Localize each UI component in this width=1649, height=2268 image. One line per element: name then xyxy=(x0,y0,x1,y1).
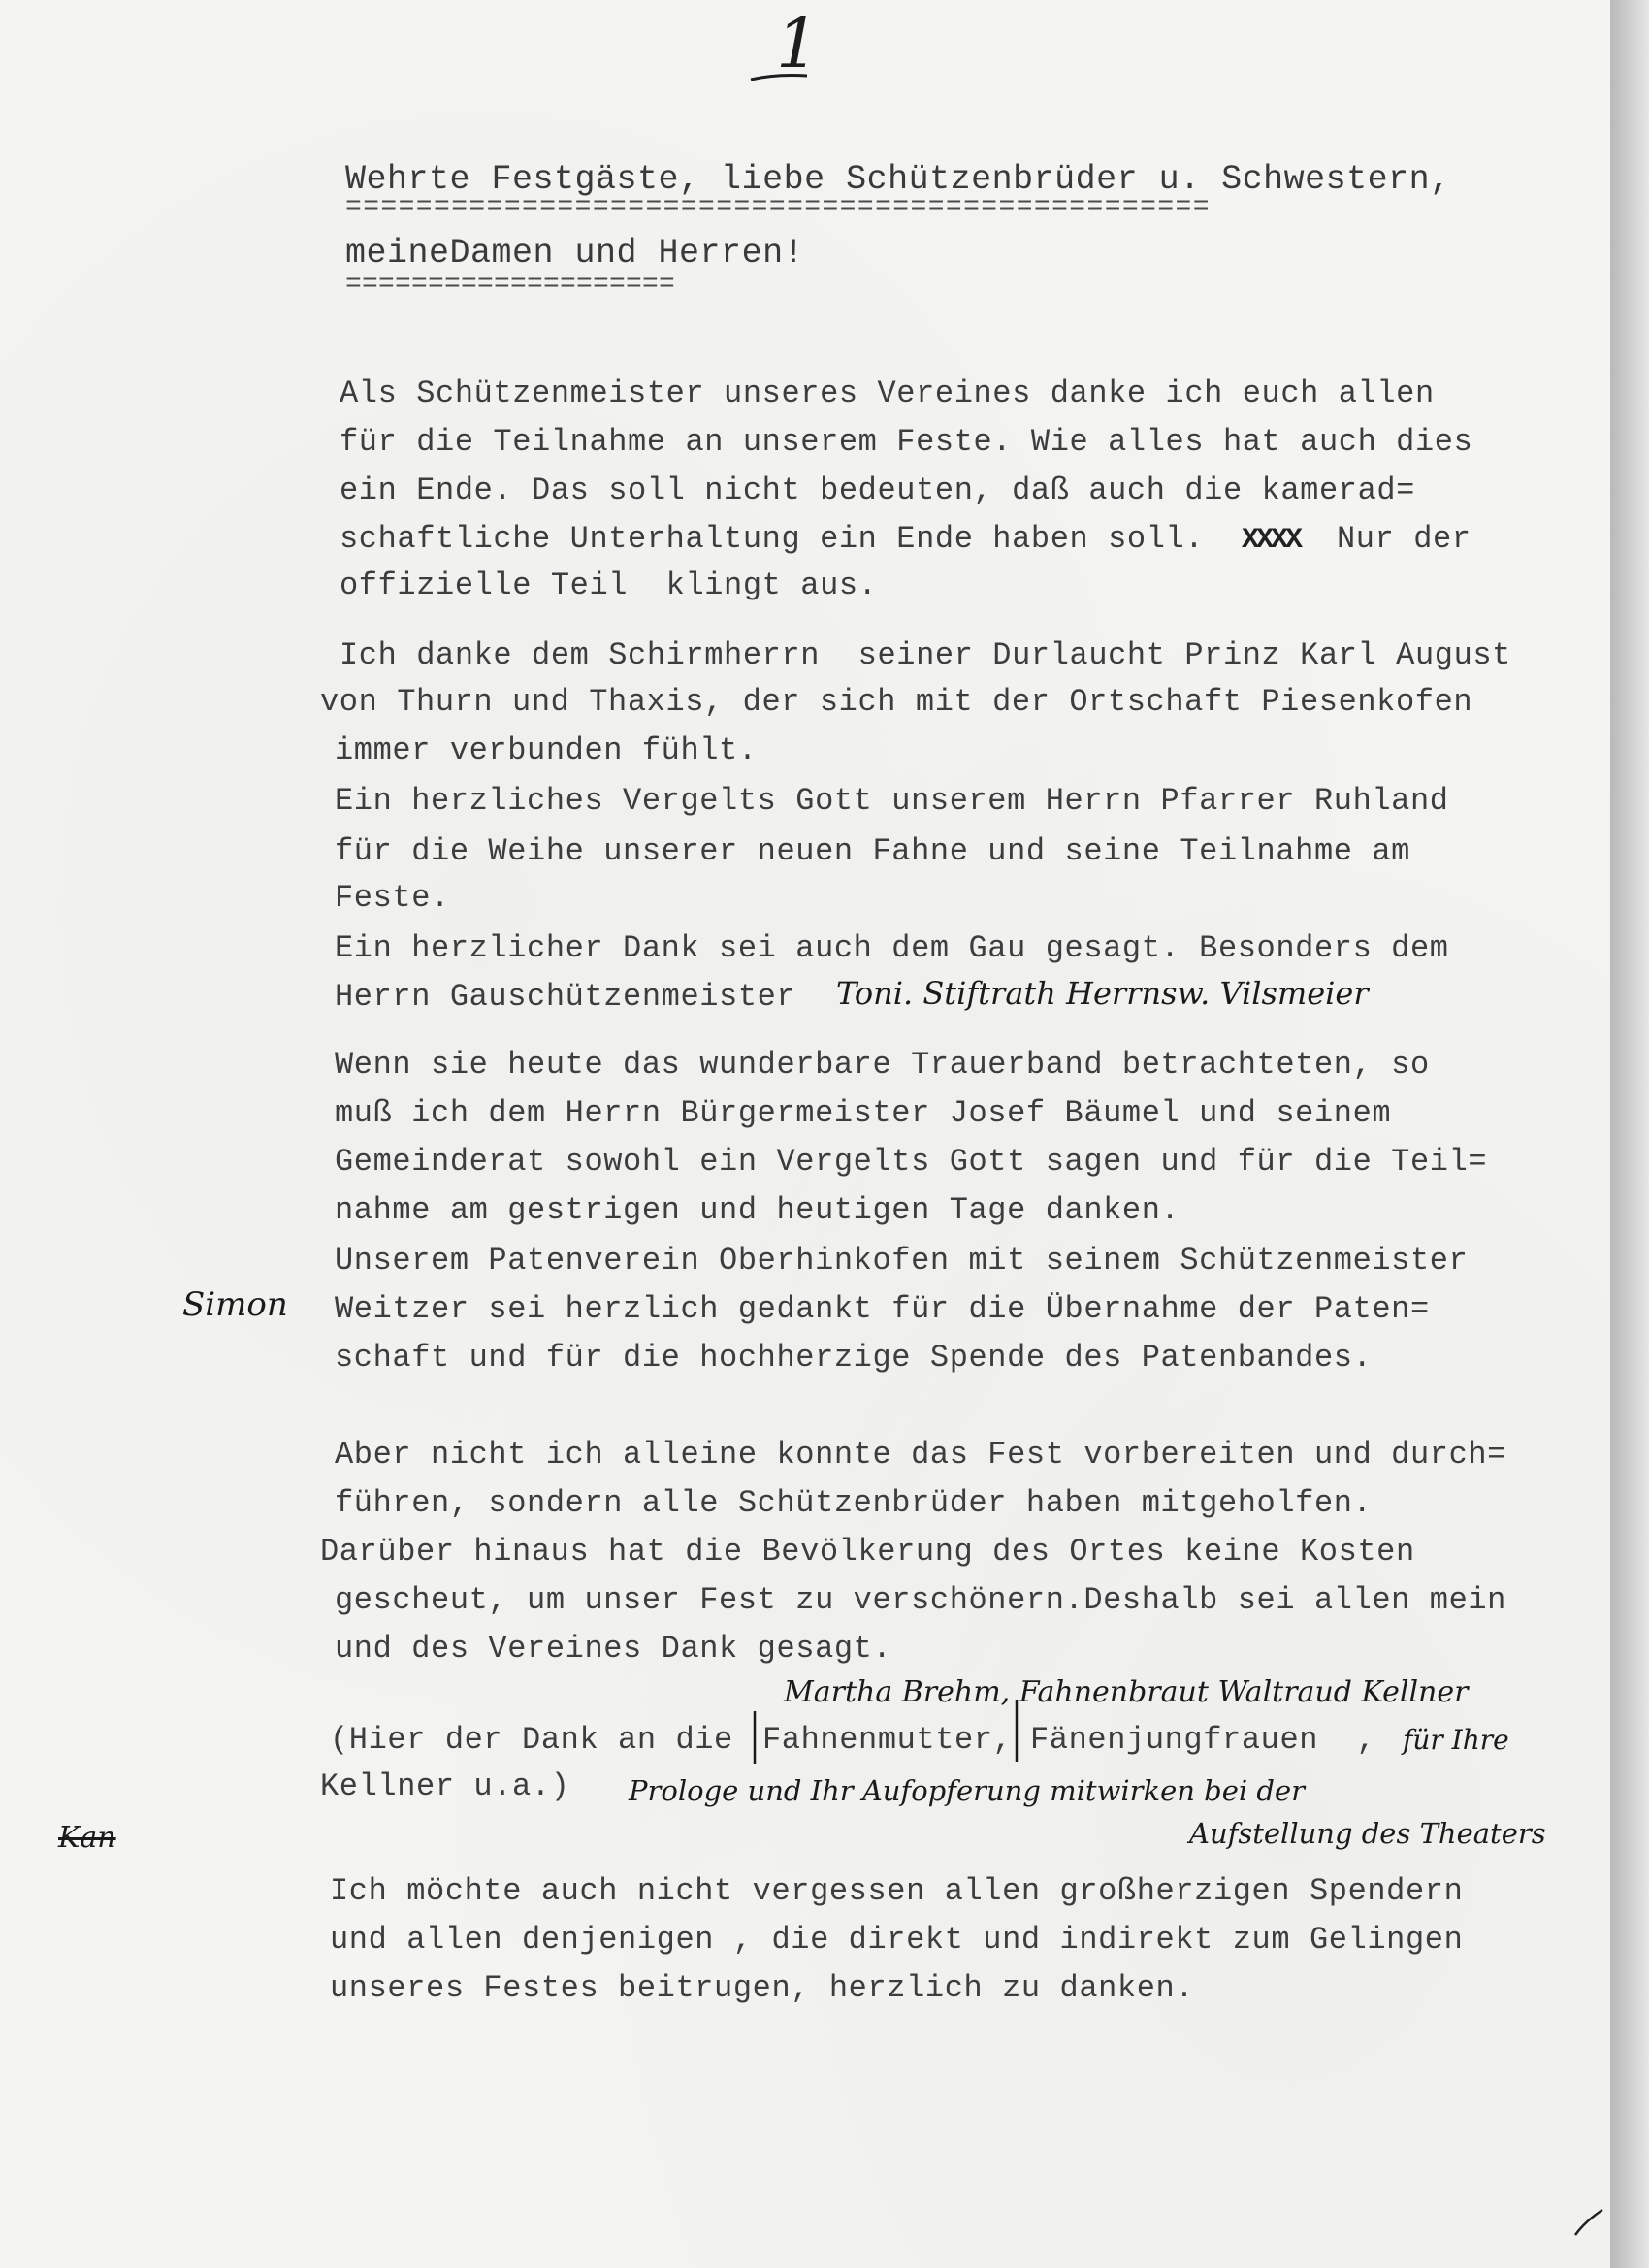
p2-line-1: Ich danke dem Schirmherrn seiner Durlaucht Prinz Karl August xyxy=(340,637,1511,673)
p5-handwritten-line-2: Prologe und Ihr Aufopferung mitwirken bei der xyxy=(629,1774,1305,1807)
p2-line-2: von Thurn und Thaxis, der sich mit der Ortschaft Piesenkofen xyxy=(320,684,1473,720)
p4-line-1: Aber nicht ich alleine konnte das Fest vorbereiten und durch= xyxy=(335,1437,1506,1473)
p4-line-5: und des Vereines Dank gesagt. xyxy=(335,1631,892,1667)
p5-handwritten-names: Martha Brehm, Fahnenbraut Waltraud Kellner xyxy=(784,1675,1469,1709)
scan-edge-shadow xyxy=(1610,0,1649,2268)
p5-insertion-bracket-right xyxy=(1011,1698,1022,1766)
p1-line-2: für die Teilnahme an unserem Feste. Wie alles hat auch dies xyxy=(340,424,1473,460)
page-number-underline xyxy=(747,68,815,87)
p5-line-1-fahnenmutter: Fahnenmutter, xyxy=(762,1722,1013,1758)
p1-line-4-end: Nur der xyxy=(1337,521,1471,557)
p5-line-1-jungfrauen: Fänenjungfrauen , xyxy=(1030,1722,1376,1758)
p3-line-5: Unserem Patenverein Oberhinkofen mit seinem Schützenmeister xyxy=(335,1243,1469,1279)
p3-line-3: Gemeinderat sowohl ein Vergelts Gott sagen und für die Teil= xyxy=(335,1144,1488,1180)
margin-note-kan: Kan xyxy=(58,1821,116,1855)
p3-line-6: Weitzer sei herzlich gedankt für die Übernahme der Paten= xyxy=(335,1291,1430,1327)
p2-line-3: immer verbunden fühlt. xyxy=(335,732,758,768)
p2-line-8: Herrn Gauschützenmeister xyxy=(335,979,796,1015)
p5-insertion-bracket-left xyxy=(749,1709,760,1767)
salutation-rule-2: ==================== xyxy=(345,270,676,300)
corner-pen-mark xyxy=(1571,2202,1610,2241)
p2-line-6: Feste. xyxy=(335,880,450,916)
p4-line-2: führen, sondern alle Schützenbrüder haben mitgeholfen. xyxy=(335,1485,1373,1521)
p2-line-5: für die Weihe unserer neuen Fahne und seine Teilnahme am xyxy=(335,833,1410,869)
p1-line-3: ein Ende. Das soll nicht bedeuten, daß auch die kamerad= xyxy=(340,472,1415,508)
salutation-line-2: meineDamen und Herren! xyxy=(345,234,805,273)
p3-line-1: Wenn sie heute das wunderbare Trauerband betrachteten, so xyxy=(335,1047,1430,1083)
page-number: 1 xyxy=(776,4,820,83)
p1-line-1: Als Schützenmeister unseres Vereines danke ich euch allen xyxy=(340,375,1435,411)
p5-line-1-start: (Hier der Dank an die xyxy=(330,1722,733,1758)
p1-struck-out-text: XXXX xyxy=(1242,524,1301,557)
p4-line-3: Darüber hinaus hat die Bevölkerung des Ortes keine Kosten xyxy=(320,1534,1415,1570)
p6-line-2: und allen denjenigen , die direkt und indirekt zum Gelingen xyxy=(330,1922,1464,1958)
p5-handwritten-fuer-ihre: für Ihre xyxy=(1403,1724,1509,1756)
p3-line-4: nahme am gestrigen und heutigen Tage danken. xyxy=(335,1192,1180,1228)
salutation-rule-1: ================================================= xyxy=(345,192,1211,222)
margin-note-simon: Simon xyxy=(182,1285,288,1324)
p1-line-5: offizielle Teil klingt aus. xyxy=(340,567,878,603)
p3-line-7: schaft und für die hochherzige Spende des Patenbandes. xyxy=(335,1340,1373,1376)
p2-line-7: Ein herzlicher Dank sei auch dem Gau gesagt. Besonders dem xyxy=(335,930,1449,966)
p5-handwritten-line-3: Aufstellung des Theaters xyxy=(1189,1817,1546,1850)
p1-line-4: schaftliche Unterhaltung ein Ende haben soll. xyxy=(340,521,1205,557)
p6-line-3: unseres Festes beitrugen, herzlich zu danken. xyxy=(330,1970,1195,2006)
p4-line-4: gescheut, um unser Fest zu verschönern.Deshalb sei allen mein xyxy=(335,1582,1506,1618)
p6-line-1: Ich möchte auch nicht vergessen allen großherzigen Spendern xyxy=(330,1873,1464,1909)
p5-line-2: Kellner u.a.) xyxy=(320,1768,570,1804)
p3-line-2: muß ich dem Herrn Bürgermeister Josef Bäumel und seinem xyxy=(335,1095,1392,1131)
p2-line-4: Ein herzliches Vergelts Gott unserem Herrn Pfarrer Ruhland xyxy=(335,783,1449,819)
salutation-line-1: Wehrte Festgäste, liebe Schützenbrüder u. Schwestern, xyxy=(345,160,1451,199)
p2-handwritten-name: Toni. Stiftrath Herrnsw. Vilsmeier xyxy=(836,975,1369,1012)
